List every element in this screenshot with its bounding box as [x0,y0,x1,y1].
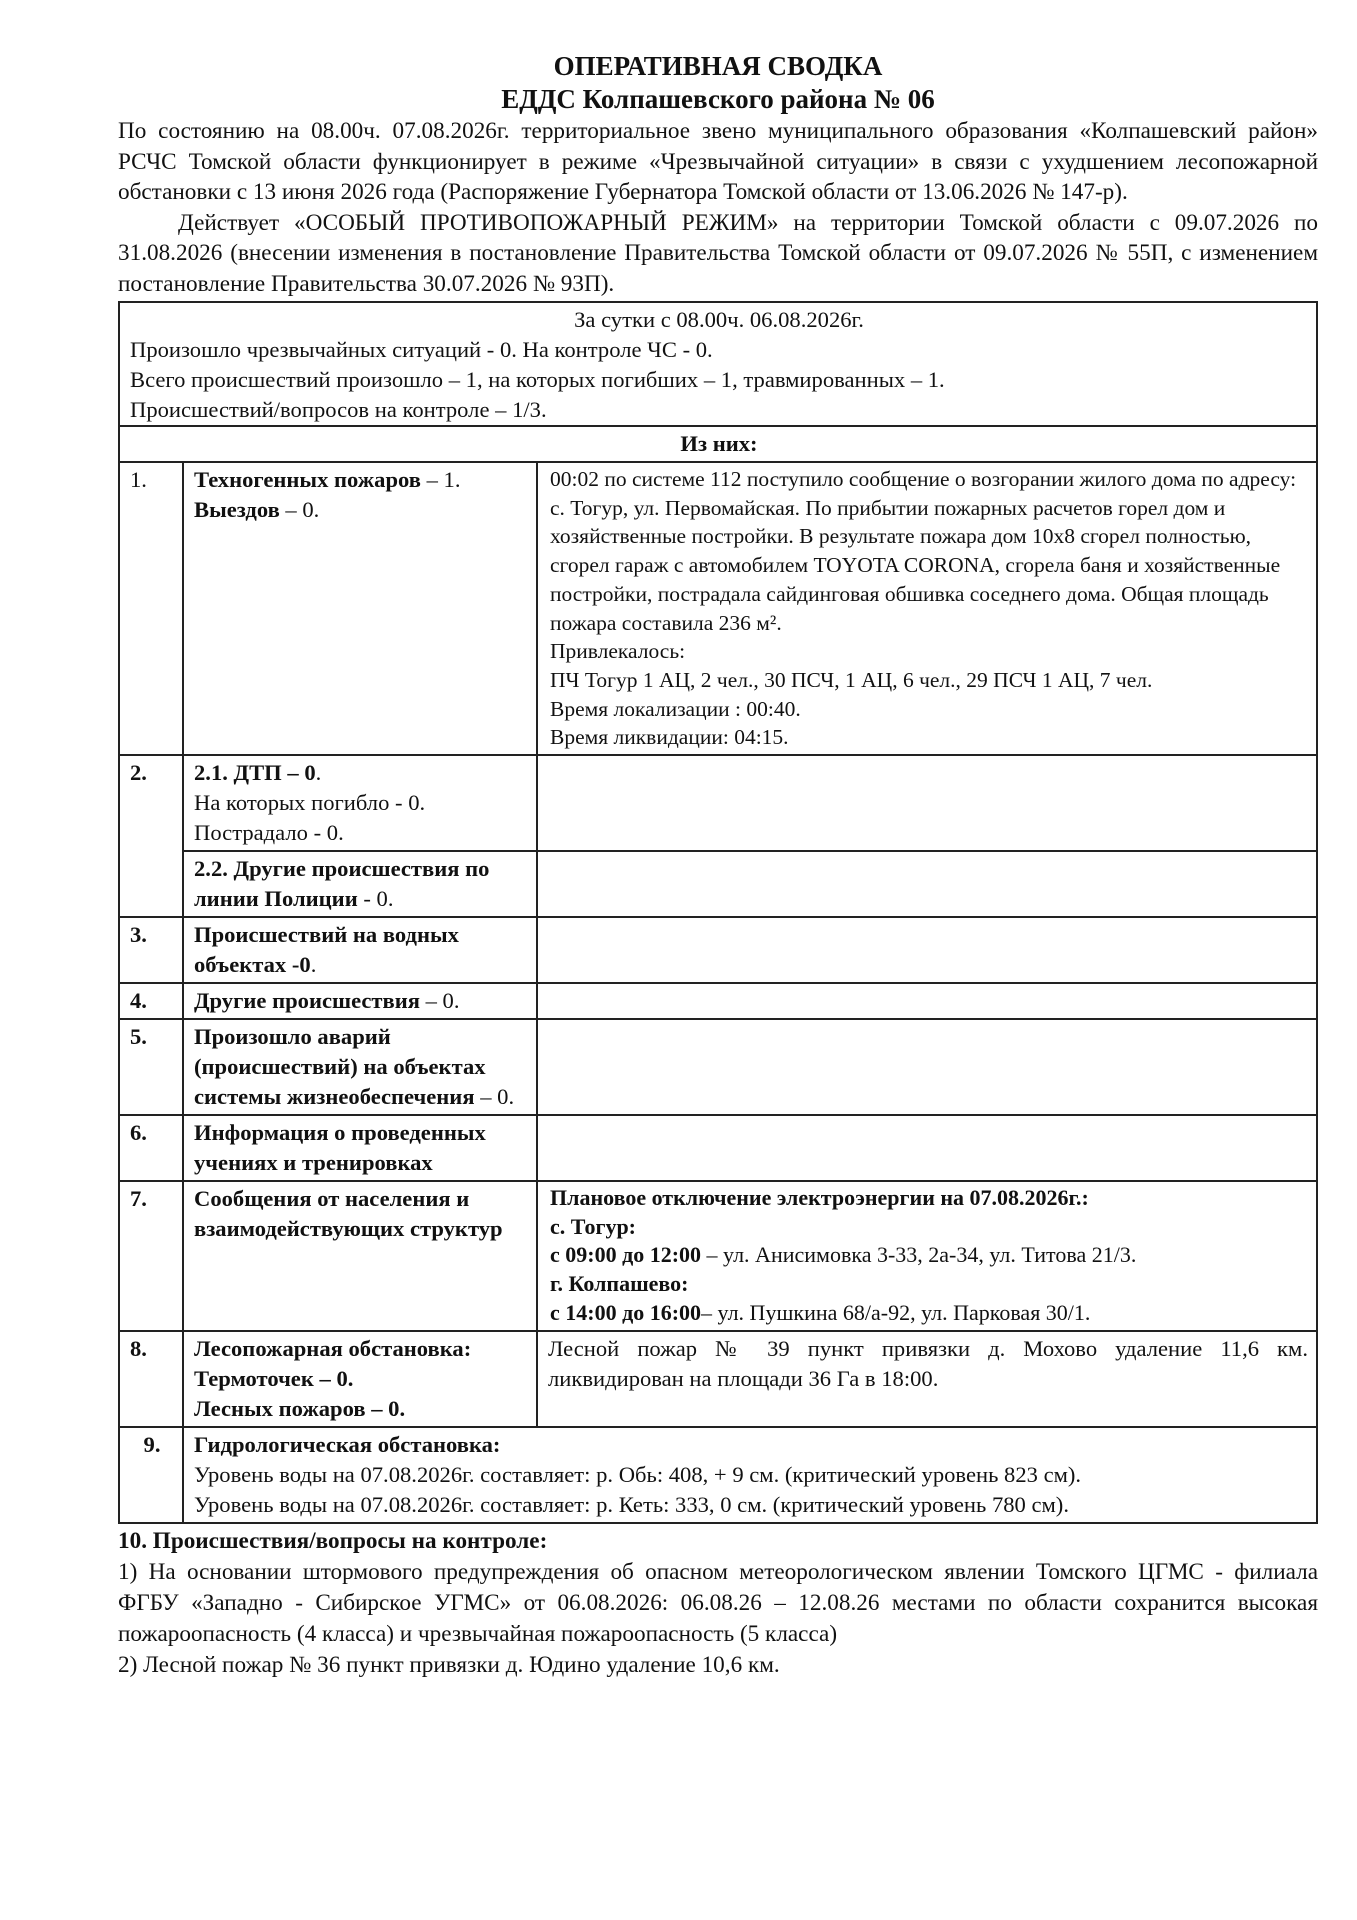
row-description [537,851,1317,917]
row-number: 6. [119,1115,183,1181]
label-bold: 2.2. Другие происшествия по линии Полиции [194,856,490,912]
row-description [537,1019,1317,1115]
table-row [119,1331,1317,1427]
row-number: 1. [119,462,183,755]
label-bold: Другие происшествия [194,988,420,1014]
table-row [119,1181,1317,1331]
row-number: 9. [119,1427,183,1523]
power-outage-entry [550,1299,1308,1328]
label-value: – 0. [419,988,460,1014]
row-number: 7. [119,1181,183,1331]
power-outage-streets: – ул. Пушкина 68/а-92, ул. Парковая 30/1. [701,1299,1091,1325]
label-line: Лесных пожаров – 0. [194,1395,406,1421]
row-label [183,755,537,851]
intro-paragraph-status: По состоянию на 08.00ч. 07.08.2026г. территориальное звено муниципального образования «Колпашевский район» РСЧС Томской области функционирует в режиме «Чрезвычайной ситуации» в связи с ухудшением лесопожарной обстановки с 13 июня 2026 года (Распоряжение Губернатора Томской области от 13.06.2026 № 147-р). [118,118,1318,205]
row-number: 3. [119,917,183,983]
report-subtitle: ЕДДС Колпашевского района № 06 [501,84,935,114]
table-row [119,1115,1317,1181]
row-number: 2. [119,755,183,917]
summary-line-emergencies: Произошло чрезвычайных ситуаций - 0. На контроле ЧС - 0. [130,337,713,362]
label-line: Лесопожарная обстановка: [194,1335,472,1361]
fire-resources-heading: Привлекалось: [550,639,686,664]
report-title: ОПЕРАТИВНАЯ СВОДКА [553,51,883,81]
fire-localization-time: Время локализации : 00:40. [550,696,801,721]
row-label [183,1331,537,1427]
row-description [537,1115,1317,1181]
power-outage-streets: – ул. Анисимовка 3-33, 2а-34, ул. Титова 21/3. [701,1242,1137,1268]
table-row [119,851,1317,917]
row-label [183,1019,537,1115]
intro-paragraph-fire-regime: Действует «ОСОБЫЙ ПРОТИВОПОЖАРНЫЙ РЕЖИМ» на территории Томской области с 09.07.2026 по 31.08.2026 (внесении изменения в постановление Правительства Томской области от 09.07.2026 № 55П, с изменением постановление Правительства 30.07.2026 № 93П). [118,209,1318,297]
label-bold: 2.1. ДТП – 0 [194,760,316,786]
row-number: 5. [119,1019,183,1115]
row-label: Сообщения от населения и взаимодействующих структур [183,1181,537,1331]
summary-row [119,302,1317,426]
row-label [183,917,537,983]
label-bold: Происшествий на водных объектах -0 [194,922,459,978]
control-item: 1) На основании штормового предупреждения об опасном метеорологическом явлении Томского ЦГМС - филиала ФГБУ «Западно - Сибирское УГМС» от 06.08.2026: 06.08.26 – 12.08.26 местами по области сохранится высокая пожароопасность (4 класса) и чрезвычайная пожароопасность (5 класса) [118,1558,1318,1647]
of-them-row [119,426,1317,462]
table-row [119,462,1317,755]
table-row [119,1019,1317,1115]
row-number: 8. [119,1331,183,1427]
row-number: 4. [119,983,183,1019]
row-description [537,462,1317,755]
fire-liquidation-time: Время ликвидации: 04:15. [550,725,789,750]
label-line: Термоточек – 0. [194,1365,354,1391]
power-outage-locality: с. Тогур: [550,1213,637,1239]
hydro-heading: Гидрологическая обстановка: [194,1431,501,1457]
label-value: . [315,760,322,786]
row-description [537,755,1317,851]
label-bold: Произошло аварий (происшествий) на объектах системы жизнеобеспечения [194,1024,486,1110]
label-value: – 0. [279,497,320,522]
hydro-level-ob: Уровень воды на 07.08.2026г. составляет: р. Обь: 408, + 9 см. (критический уровень 823 см). [194,1461,1082,1487]
label-value: . [310,952,317,978]
row-label: Информация о проведенных учениях и тренировках [183,1115,537,1181]
row-description [537,1181,1317,1331]
power-outage-heading: Плановое отключение электроэнергии на 07.08.2026г.: [550,1185,1089,1211]
row-label [183,851,537,917]
row-description [537,917,1317,983]
hydro-level-ket: Уровень воды на 07.08.2026г. составляет: р. Кеть: 333, 0 см. (критический уровень 780 см). [194,1491,1069,1517]
label-line: Пострадало - 0. [194,820,344,846]
report-page [118,50,1318,1681]
row-description [537,983,1317,1019]
control-item: 2) Лесной пожар № 36 пункт привязки д. Юдино удаление 10,6 км. [118,1651,780,1678]
of-them-heading: Из них: [119,426,1317,462]
control-section-title: 10. Происшествия/вопросы на контроле: [118,1527,548,1554]
label-bold: Выездов [194,497,280,522]
label-bold: Техногенных пожаров [194,467,421,492]
label-line: На которых погибло - 0. [194,790,426,816]
summary-period: За сутки с 08.00ч. 06.08.2026г. [574,307,864,332]
row-label [183,462,537,755]
label-value: – 0. [474,1084,515,1110]
summary-line-control: Происшествий/вопросов на контроле – 1/3. [130,397,547,422]
table-row [119,983,1317,1019]
power-outage-time: с 09:00 до 12:00 [550,1242,702,1268]
power-outage-time: с 14:00 до 16:00 [550,1299,702,1325]
table-row [119,1427,1317,1523]
row-label [183,1427,1317,1523]
fire-report-text: 00:02 по системе 112 поступило сообщение о возгорании жилого дома по адресу: с. Тогур, ул. Первомайская. По прибытии пожарных расчетов горел дом и хозяйственные постройки. В результате пожара дом 10х8 сгорел полностью, сгорел гараж с автомобилем TOYOTA CORONA, сгорела баня и хозяйственные постройки, пострадала сайдинговая обшивка соседнего дома. Общая площадь пожара составила 236 м². [550,467,1297,635]
control-section [118,1526,1318,1681]
power-outage-entry [550,1241,1308,1270]
summary-line-incidents: Всего происшествий произошло – 1, на которых погибших – 1, травмированных – 1. [130,367,945,392]
row-label [183,983,537,1019]
row-description: Лесной пожар № 39 пункт привязки д. Мохово удаление 11,6 км. ликвидирован на площади 36 Га в 18:00. [537,1331,1317,1427]
power-outage-locality: г. Колпашево: [550,1271,689,1297]
fire-resources: ПЧ Тогур 1 АЦ, 2 чел., 30 ПСЧ, 1 АЦ, 6 чел., 29 ПСЧ 1 АЦ, 7 чел. [550,667,1153,692]
report-table [118,301,1318,1524]
label-value: - 0. [357,886,394,912]
label-value: – 1. [420,467,461,492]
table-row [119,755,1317,851]
summary-cell [119,302,1317,426]
table-row [119,917,1317,983]
